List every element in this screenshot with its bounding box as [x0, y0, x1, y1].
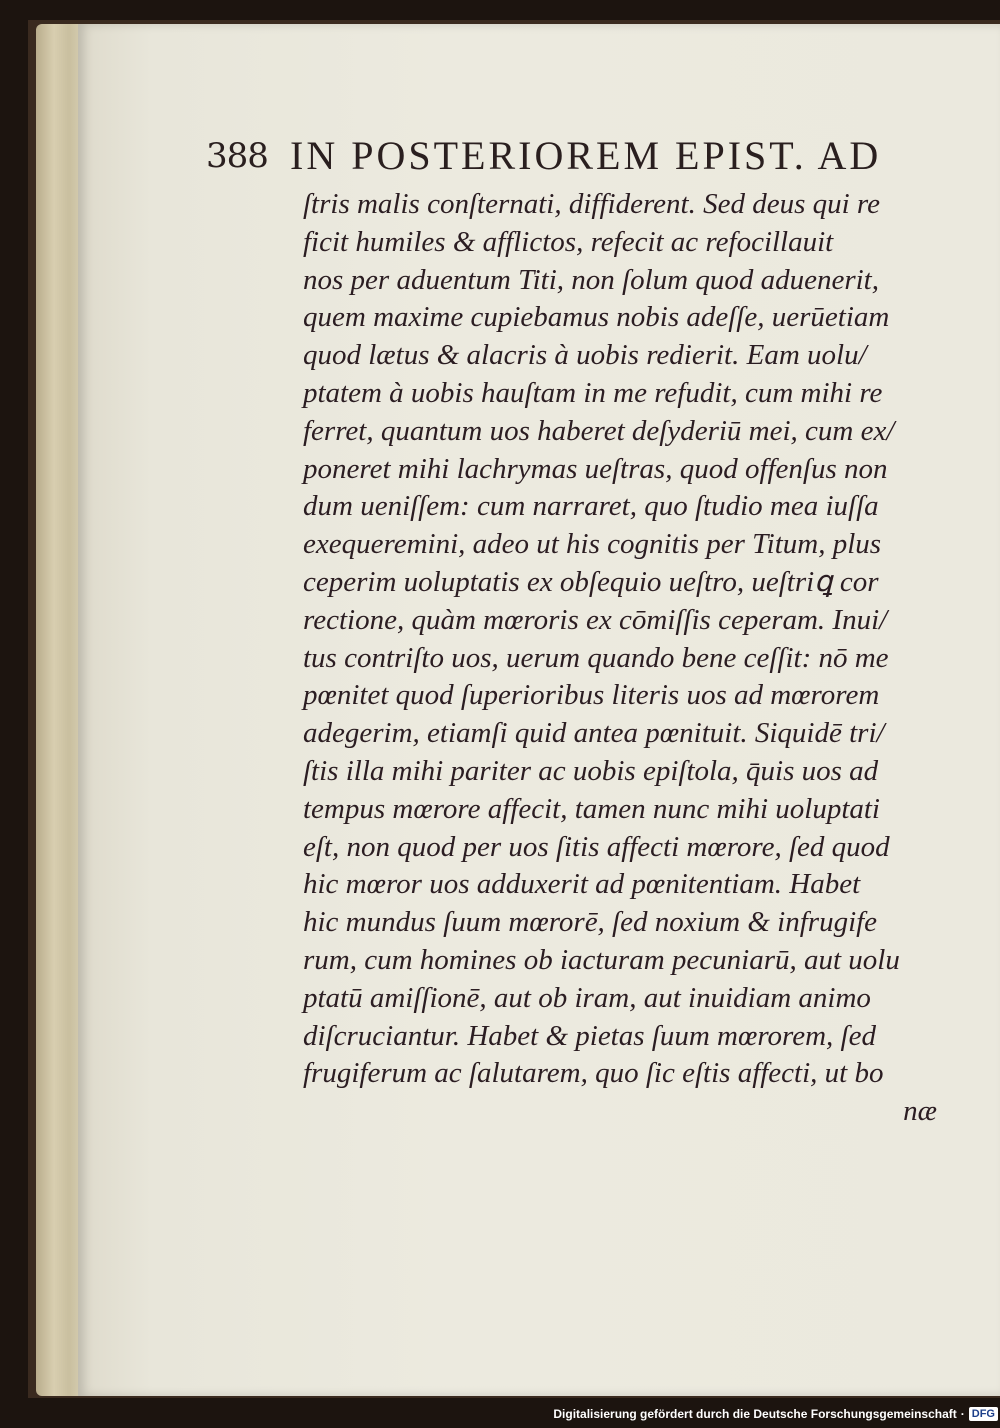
text-line: rum, cum homines ob iacturam pecuniarū, aut uolu	[303, 943, 900, 976]
text-line: ficit humiles & afflictos, refecit ac refocillauit	[303, 225, 834, 258]
funding-footer	[553, 1403, 998, 1425]
text-line: frugiferum ac ſalutarem, quo ſic eſtis affecti, ut bo	[303, 1057, 884, 1090]
text-line: ceperim uoluptatis ex obſequio ueſtro, ueſtriꝗ cor	[303, 565, 879, 598]
catchword: næ	[903, 1095, 937, 1128]
text-line: rectione, quàm mœroris ex cōmiſſis ceperam. Inui/	[303, 603, 888, 636]
text-line: tempus mœrore affecit, tamen nunc mihi uoluptati	[303, 792, 880, 825]
text-line: ſtris malis conſternati, diffiderent. Sed deus qui re	[303, 188, 880, 220]
text-line: adegerim, etiamſi quid antea pœnituit. Siquidē tri/	[303, 717, 885, 750]
text-line: poneret mihi lachrymas ueſtras, quod offenſus non	[303, 452, 888, 485]
text-line: exequeremini, adeo ut his cognitis per Titum, plus	[303, 528, 882, 561]
text-line: ptatem à uobis hauſtam in me refudit, cum mihi re	[303, 376, 883, 409]
text-line: pœnitet quod ſuperioribus literis uos ad mœrorem	[303, 679, 880, 712]
text-line: ſtis illa mihi pariter ac uobis epiſtola, q̄uis uos ad	[303, 754, 879, 787]
text-line: eſt, non quod per uos ſitis affecti mœrore, ſed quod	[303, 830, 890, 863]
text-line: quem maxime cupiebamus nobis adeſſe, uerūetiam	[303, 301, 890, 334]
text-line: quod lætus & alacris à uobis redierit. Eam uolu/	[303, 339, 867, 372]
body-text	[303, 186, 943, 1131]
text-line: diſcruciantur. Habet & pietas ſuum mœrorem, ſed	[303, 1019, 876, 1052]
text-line: tus contriſto uos, uerum quando bene ceſſit: nō me	[303, 641, 889, 674]
text-line: hic mundus ſuum mœrorē, ſed noxium & infrugife	[303, 906, 878, 939]
footer-separator: ·	[960, 1407, 965, 1421]
running-head: IN POSTERIOREM EPIST. AD	[290, 133, 882, 178]
page-header	[206, 128, 946, 178]
text-line: ptatū amiſſionē, aut ob iram, aut inuidiam animo	[303, 981, 871, 1014]
text-line: ferret, quantum uos haberet deſyderiū mei, cum ex/	[303, 414, 895, 447]
page-number: 388	[206, 136, 268, 176]
text-line: hic mœror uos adduxerit ad pœnitentiam. Habet	[303, 868, 861, 901]
text-line: nos per aduentum Titi, non ſolum quod aduenerit,	[303, 263, 879, 296]
text-line: dum ueniſſem: cum narraret, quo ſtudio mea iuſſa	[303, 490, 879, 523]
dfg-logo-icon: DFG	[969, 1407, 998, 1421]
funding-text: Digitalisierung gefördert durch die Deutsche Forschungsgemeinschaft	[553, 1407, 957, 1421]
